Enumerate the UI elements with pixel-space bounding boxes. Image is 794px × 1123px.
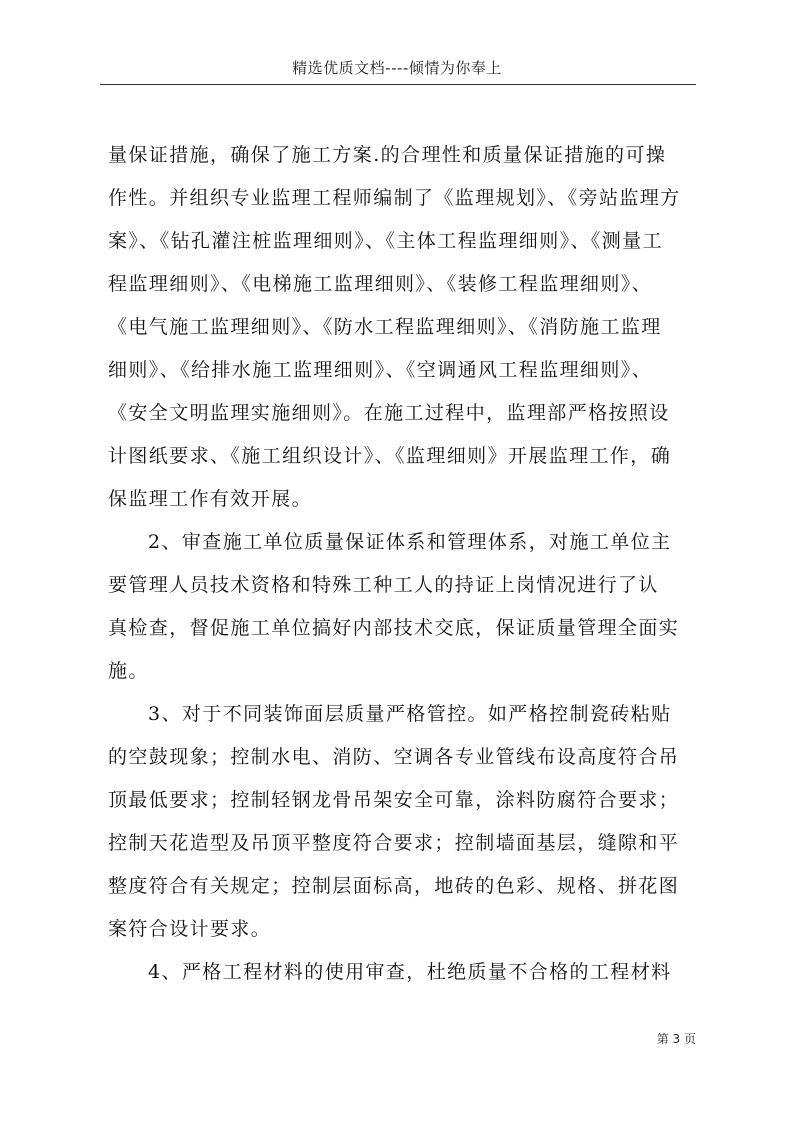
body-line: 施。 <box>108 660 149 682</box>
body-line: 保监理工作有效开展。 <box>108 488 313 510</box>
body-line: 顶最低要求；控制轻钢龙骨吊架安全可靠，涂料防腐符合要求； <box>108 789 680 811</box>
body-line: 细则》、《给排水施工监理细则》、《空调通风工程监理细则》、 <box>108 359 653 381</box>
body-line: 整度符合有关规定；控制层面标高，地砖的色彩、规格、拼花图 <box>108 875 680 897</box>
page-number: 第 3 页 <box>656 1032 696 1046</box>
paragraph-3-first-line: 3、对于不同装饰面层质量严格管控。如严格控制瓷砖粘贴 <box>148 703 672 725</box>
body-line: 控制天花造型及吊顶平整度符合要求；控制墙面基层，缝隙和平 <box>108 832 680 854</box>
body-line: 作性。并组织专业监理工程师编制了《监理规划》、《旁站监理方 <box>108 187 681 209</box>
body-line: 计图纸要求、《施工组织设计》、《监理细则》开展监理工作，确 <box>108 445 672 467</box>
body-line: 的空鼓现象；控制水电、消防、空调各专业管线布设高度符合吊 <box>108 746 680 768</box>
paragraph-2-first-line: 2、审查施工单位质量保证体系和管理体系，对施工单位主 <box>148 531 672 553</box>
body-line: 要管理人员技术资格和特殊工种工人的持证上岗情况进行了认 <box>108 574 659 596</box>
body-line: 程监理细则》、《电梯施工监理细则》、《装修工程监理细则》、 <box>108 273 653 295</box>
body-line: 真检查，督促施工单位搞好内部技术交底，保证质量管理全面实 <box>108 617 680 639</box>
body-line: 案符合设计要求。 <box>108 918 272 940</box>
body-line: 《电气施工监理细则》、《防水工程监理细则》、《消防施工监理 <box>108 316 662 338</box>
paragraph-4-first-line: 4、严格工程材料的使用审查，杜绝质量不合格的工程材料 <box>148 961 672 983</box>
body-line: 《安全文明监理实施细则》。在施工过程中，监理部严格按照设 <box>108 402 670 424</box>
body-line: 案》、《钻孔灌注桩监理细则》、《主体工程监理细则》、《测量工 <box>108 230 664 252</box>
page-header-title: 精选优质文档----倾情为你奉上 <box>292 59 502 77</box>
body-line: 量保证措施，确保了施工方案.的合理性和质量保证措施的可操 <box>108 144 667 166</box>
header-divider <box>100 84 696 85</box>
